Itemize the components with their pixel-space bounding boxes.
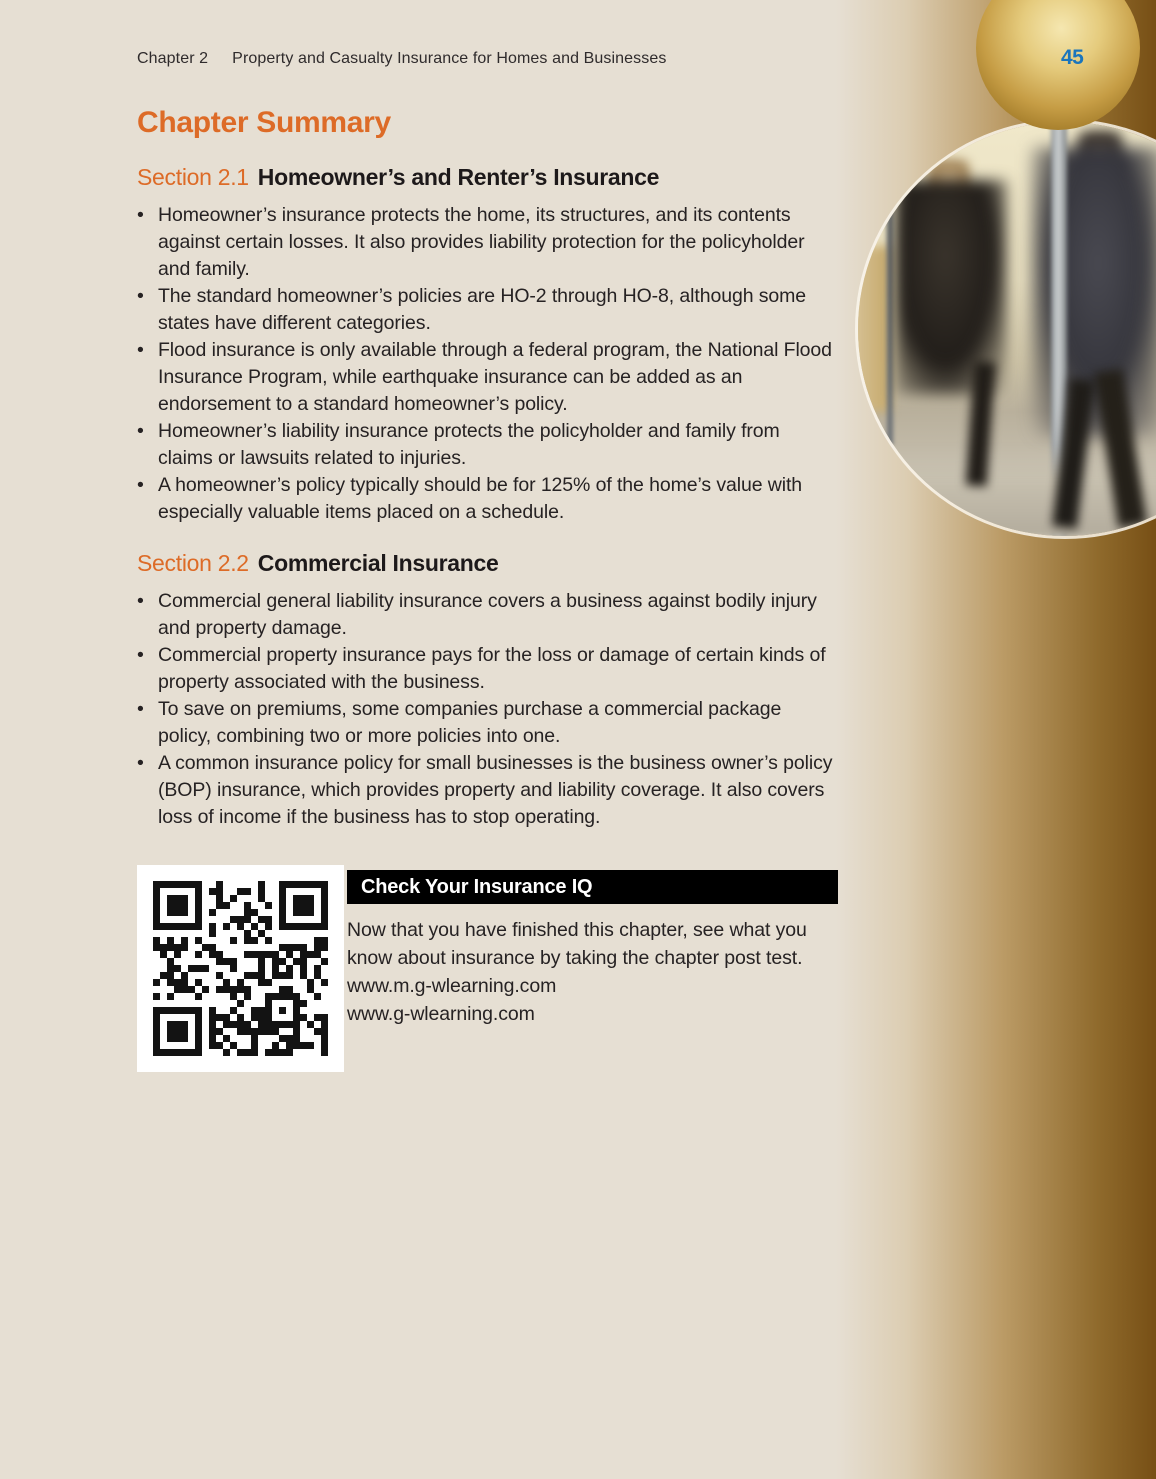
bullet-text: The standard homeowner’s policies are HO-2 through HO-8, although some states have different categories. bbox=[158, 285, 807, 334]
bullet-item bbox=[137, 750, 839, 831]
bullet-item bbox=[137, 472, 839, 526]
bullet-item bbox=[137, 642, 839, 696]
bullet-item bbox=[137, 283, 839, 337]
bullet-icon: • bbox=[137, 752, 144, 774]
bullet-text: Flood insurance is only available through a federal program, the National Flood Insurance Program, while earthquake insurance can be added as an endorsement to a standard homeowner’s policy. bbox=[158, 339, 832, 415]
main-content bbox=[137, 106, 839, 1072]
bullet-text: Commercial property insurance pays for the loss or damage of certain kinds of property associated with the business. bbox=[158, 644, 826, 693]
bullet-item bbox=[137, 696, 839, 750]
iq-body-text: Now that you have finished this chapter, see what you know about insurance by taking the chapter post test. bbox=[347, 919, 807, 969]
section-2-2-heading bbox=[137, 549, 839, 577]
iq-url-mobile: www.m.g-wlearning.com bbox=[347, 975, 557, 997]
bullet-icon: • bbox=[137, 698, 144, 720]
running-head-title: Property and Casualty Insurance for Homes and Businesses bbox=[232, 50, 667, 67]
photo-gate-post bbox=[887, 155, 893, 445]
section-2-1-heading bbox=[137, 163, 839, 191]
bullet-text: Homeowner’s liability insurance protects the policyholder and family from claims or lawsuits related to injuries. bbox=[158, 420, 780, 469]
bullet-text: A homeowner’s policy typically should be for 125% of the home’s value with especially valuable items placed on a schedule. bbox=[158, 474, 803, 523]
iq-header-bar bbox=[347, 870, 838, 904]
section-title: Commercial Insurance bbox=[257, 550, 499, 576]
section-2-1-bullets bbox=[137, 202, 839, 526]
bullet-text: To save on premiums, some companies purchase a commercial package policy, combining two or more policies into one. bbox=[158, 698, 782, 747]
bullet-item bbox=[137, 202, 839, 283]
running-head-chapter: Chapter 2 bbox=[137, 50, 209, 67]
bullet-icon: • bbox=[137, 474, 144, 496]
chapter-photo bbox=[858, 122, 1156, 536]
bullet-item bbox=[137, 337, 839, 418]
bullet-icon: • bbox=[137, 285, 144, 307]
bullet-text: A common insurance policy for small businesses is the business owner’s policy (BOP) insurance, which provides property and liability coverage. It also covers loss of income if the business has to stop operating. bbox=[158, 752, 833, 828]
bullet-item bbox=[137, 588, 839, 642]
qr-code-image bbox=[137, 865, 344, 1072]
bullet-text: Homeowner’s insurance protects the home, its structures, and its contents against certain losses. It also provides liability protection for the policyholder and family. bbox=[158, 204, 805, 280]
iq-url-desktop: www.g-wlearning.com bbox=[347, 1003, 535, 1025]
section-number: Section 2.1 bbox=[137, 164, 249, 190]
bullet-icon: • bbox=[137, 644, 144, 666]
section-number: Section 2.2 bbox=[137, 550, 249, 576]
bullet-icon: • bbox=[137, 339, 144, 361]
bullet-icon: • bbox=[137, 420, 144, 442]
bullet-text: Commercial general liability insurance covers a business against bodily injury and property damage. bbox=[158, 590, 817, 639]
chapter-summary-title: Chapter Summary bbox=[137, 106, 391, 139]
bullet-icon: • bbox=[137, 590, 144, 612]
section-2-2-bullets bbox=[137, 588, 839, 831]
page-number: 45 bbox=[1061, 46, 1084, 69]
insurance-iq-box bbox=[137, 865, 839, 1072]
iq-title: Check Your Insurance IQ bbox=[361, 875, 593, 898]
running-head bbox=[137, 50, 666, 68]
iq-content bbox=[347, 865, 838, 1072]
bullet-icon: • bbox=[137, 204, 144, 226]
section-title: Homeowner’s and Renter’s Insurance bbox=[257, 164, 660, 190]
bullet-item bbox=[137, 418, 839, 472]
